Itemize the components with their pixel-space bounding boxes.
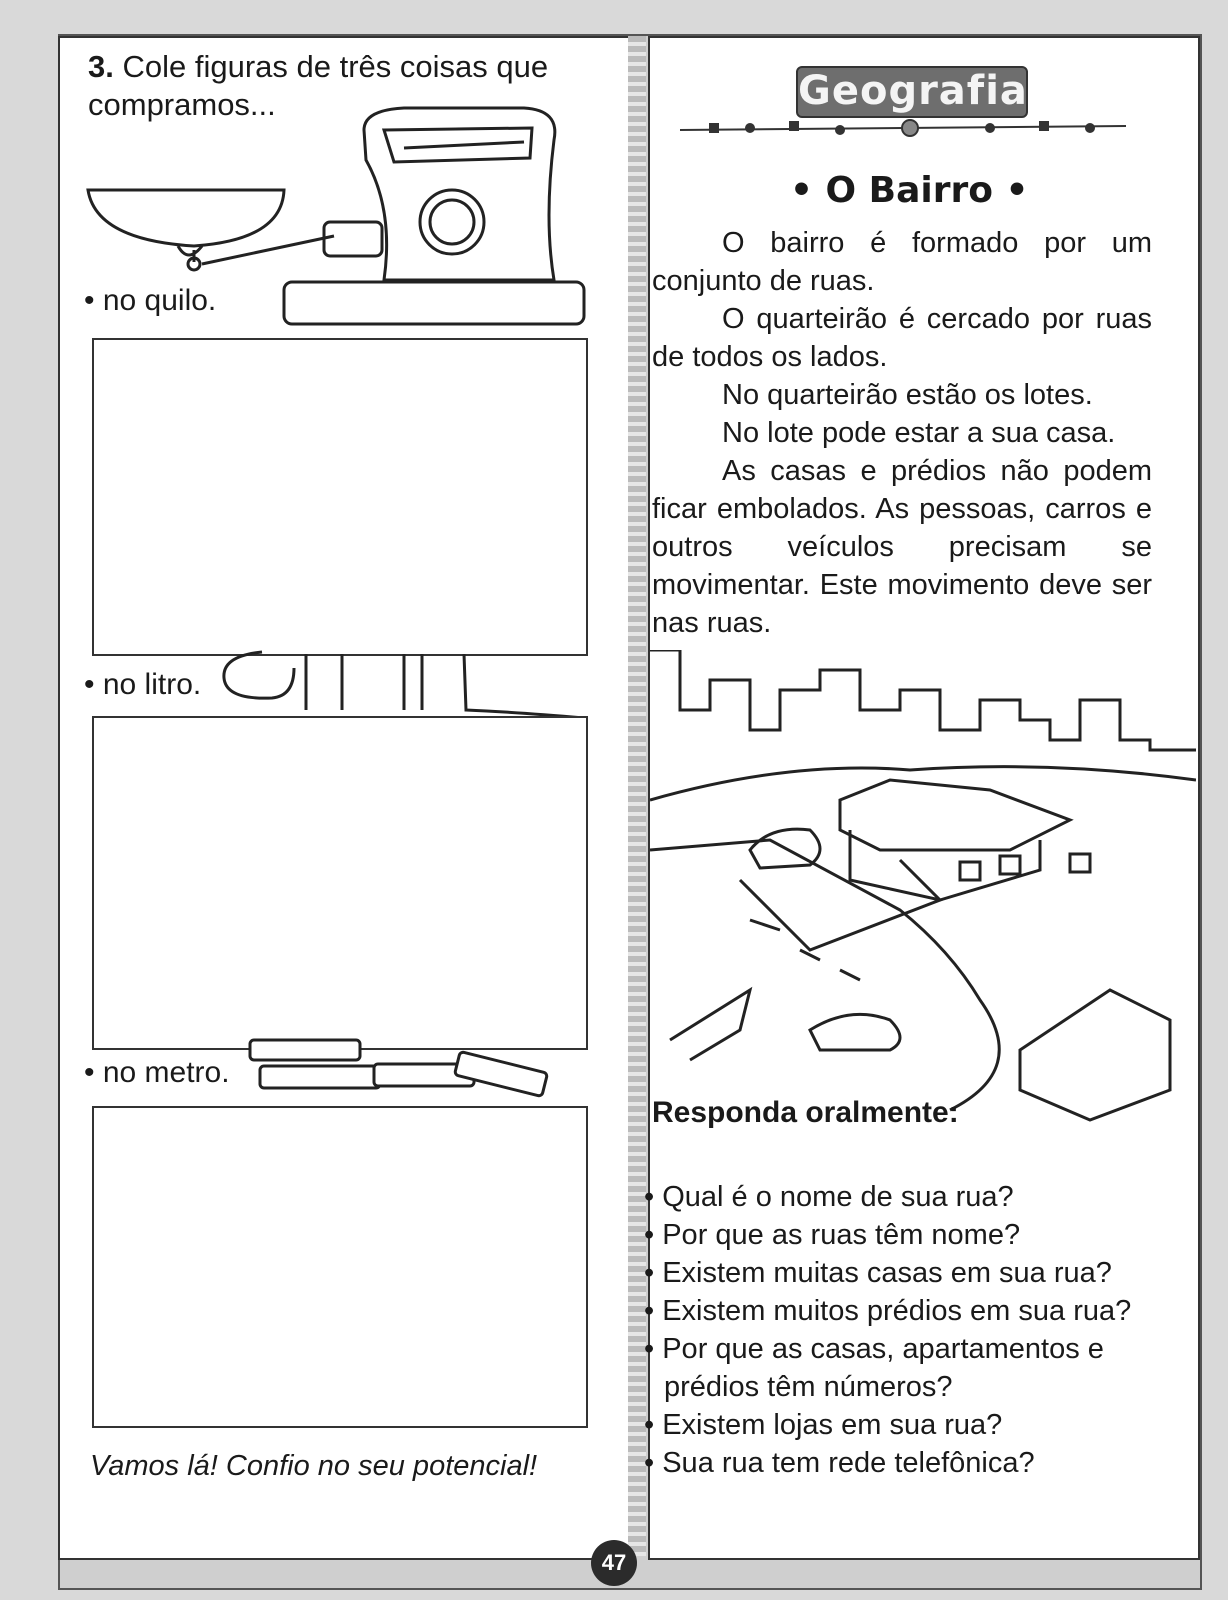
page-number: 47 bbox=[591, 1540, 637, 1586]
neighborhood-illustration bbox=[650, 650, 1196, 1130]
paste-box-meter[interactable] bbox=[92, 1106, 588, 1428]
body-text bbox=[652, 224, 1152, 642]
paste-box-liter[interactable] bbox=[92, 716, 588, 1050]
item-kilo-label: • no quilo. bbox=[84, 284, 217, 317]
question-item: • Sua rua tem rede telefônica? bbox=[640, 1444, 1160, 1482]
decorative-star-line bbox=[680, 118, 1126, 140]
paragraph-2: O quarteirão é cercado por ruas de todos os lados. bbox=[652, 303, 1152, 373]
item-liter-label: • no litro. bbox=[84, 668, 202, 701]
question-item: • Existem lojas em sua rua? bbox=[640, 1406, 1160, 1444]
paragraph-5: As casas e prédios não podem ficar embolados. As pessoas, carros e outros veículos precisam se movimentar. Este movimento deve ser nas ruas. bbox=[652, 455, 1152, 639]
motivational-footer: Vamos lá! Confio no seu potencial! bbox=[90, 1450, 538, 1482]
respond-title: Responda oralmente: bbox=[652, 1096, 959, 1129]
bottle-illustration bbox=[214, 648, 594, 718]
questions-list bbox=[640, 1178, 1160, 1482]
rulers-illustration bbox=[246, 1034, 556, 1106]
question-item: • Por que as ruas têm nome? bbox=[640, 1216, 1160, 1254]
item-meter-label: • no metro. bbox=[84, 1056, 230, 1089]
question-number: 3. bbox=[88, 49, 114, 84]
question-item: • Qual é o nome de sua rua? bbox=[640, 1178, 1160, 1216]
paragraph-1: O bairro é formado por um conjunto de ruas. bbox=[652, 227, 1152, 297]
subject-badge: Geografia bbox=[796, 66, 1028, 118]
paste-box-kilo[interactable] bbox=[92, 338, 588, 656]
section-title: • O Bairro • bbox=[790, 170, 1029, 211]
question-text: Cole figuras de três coisas que compramos... bbox=[88, 49, 549, 122]
question-item: • Existem muitas casas em sua rua? bbox=[640, 1254, 1160, 1292]
paragraph-3: No quarteirão estão os lotes. bbox=[722, 379, 1093, 411]
question-item: • Existem muitos prédios em sua rua? bbox=[640, 1292, 1160, 1330]
question-item: • Por que as casas, apartamentos e prédios têm números? bbox=[640, 1330, 1160, 1406]
paragraph-4: No lote pode estar a sua casa. bbox=[722, 417, 1116, 449]
